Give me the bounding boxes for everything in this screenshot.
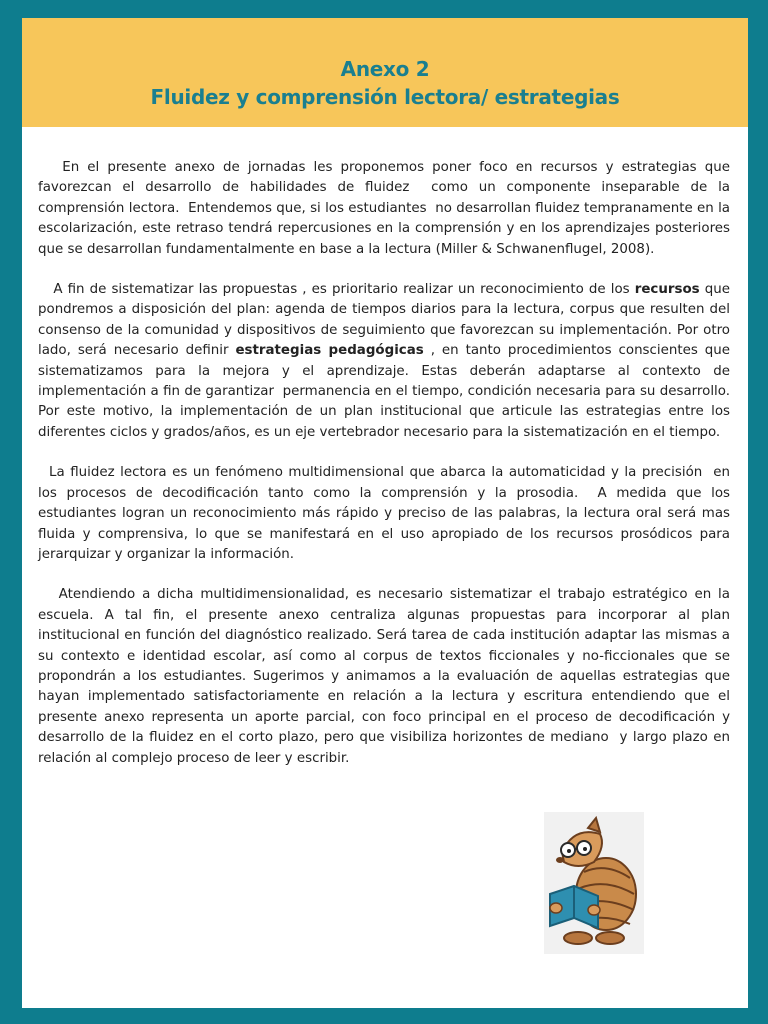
paragraph-2-part-d: , en tanto procedimientos conscientes que sistematizamos para la mejora y el aprendizaje. Estas deberán adaptarse al contexto de implementación a fin de garantizar permanencia en el tiempo, condición necesaria para su desarrollo. Por este motivo, la implementación de un plan institucional que articule las estrategias entre los diferentes ciclos y grados/años, es un eje vertebrador necesario para la sistematización en el tiempo.	[38, 343, 735, 440]
paragraph-1: En el presente anexo de jornadas les proponemos poner foco en recursos y estrategias que favorezcan el desarrollo de habilidades de fluidez como un componente inseparable de la comprensión lectora. Entendemos que, si los estudiantes no desarrollan fluidez tempranamente en la escolarización, este retraso tendrá repercusiones en la comprensión y en los aprendizajes posteriores que se desarrollan fundamentalmente en base a la lectura (Miller & Schwanenflugel, 2008).	[38, 160, 735, 257]
bold-term-recursos: recursos	[634, 282, 700, 298]
document-body	[38, 158, 739, 789]
document-page	[22, 18, 748, 1008]
page-subtitle: Fluidez y comprensión lectora/ estrategias	[150, 85, 620, 109]
paragraph-2-part-a: A fin de sistematizar las propuestas , es prioritario realizar un reconocimiento de los	[38, 282, 635, 298]
page-title: Anexo 2	[340, 57, 430, 81]
bold-term-estrategias: estrategias pedagógicas	[235, 343, 424, 359]
header-banner	[22, 18, 748, 127]
armadillo-reading-book-icon	[544, 812, 644, 954]
paragraph-2	[38, 280, 735, 443]
paragraph-3: La fluidez lectora es un fenómeno multidimensional que abarca la automaticidad y la precisión en los procesos de decodificación tanto como la comprensión y la prosodia. A medida que los estudiantes logran un reconocimiento más rápido y preciso de las palabras, la lectura oral será mas fluida y comprensiva, lo que se manifestará en el uso apropiado de los recursos prosódicos para jerarquizar y organizar la información.	[38, 465, 735, 562]
paragraph-2-part-c: que pondremos a disposición del plan: agenda de tiempos diarios para la lectura, corpus que resulten del consenso de la comunidad y dispositivos de seguimiento que favorezcan su implementación. Por otro lado, será necesario definir	[38, 282, 735, 359]
paragraph-4: Atendiendo a dicha multidimensionalidad, es necesario sistematizar el trabajo estratégico en la escuela. A tal fin, el presente anexo centraliza algunas propuestas para incorporar al plan institucional en función del diagnóstico realizado. Será tarea de cada institución adaptar las mismas a su contexto e identidad escolar, así como al corpus de textos ficcionales y no-ficcionales que se propondrán a los estudiantes. Sugerimos y animamos a la evaluación de aquellas estrategias que hayan implementado satisfactoriamente en relación a la lectura y escritura entendiendo que el presente anexo representa un aporte parcial, con foco principal en el proceso de decodificación y desarrollo de la fluidez en el corto plazo, pero que visibiliza horizontes de mediano y largo plazo en relación al complejo proceso de leer y escribir.	[38, 587, 739, 766]
armadillo-illustration	[544, 812, 644, 954]
